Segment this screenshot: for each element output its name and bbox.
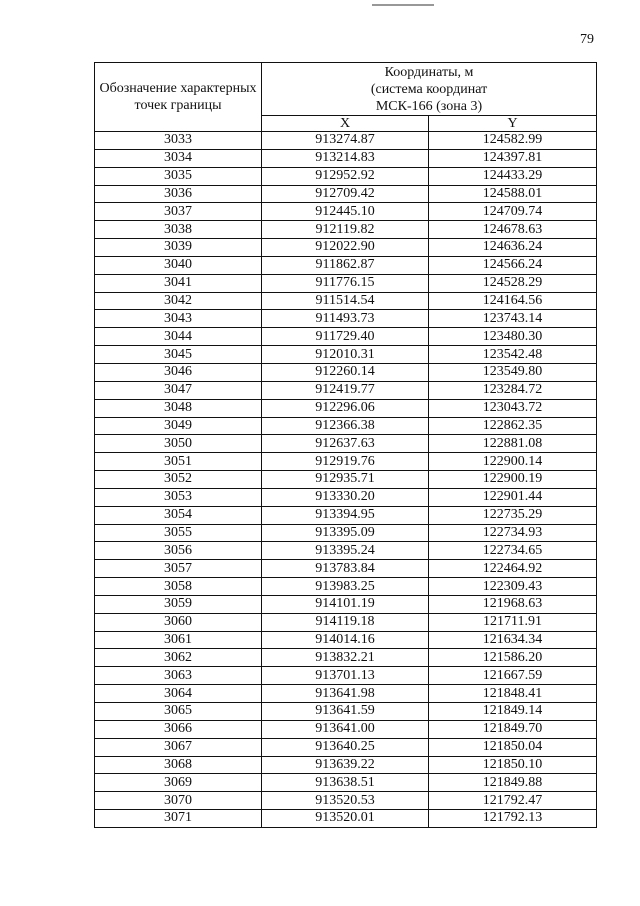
point-id-cell: 3048 xyxy=(95,399,262,417)
table-row xyxy=(95,542,597,560)
point-id-cell: 3052 xyxy=(95,471,262,489)
y-coordinate-cell: 122309.43 xyxy=(429,578,597,596)
point-id-cell: 3037 xyxy=(95,203,262,221)
point-id-cell: 3054 xyxy=(95,506,262,524)
y-coordinate-cell: 122901.44 xyxy=(429,488,597,506)
x-coordinate-cell: 913640.25 xyxy=(262,738,429,756)
point-id-cell: 3070 xyxy=(95,792,262,810)
point-id-cell: 3066 xyxy=(95,720,262,738)
table-row xyxy=(95,613,597,631)
x-coordinate-cell: 914101.19 xyxy=(262,595,429,613)
point-id-cell: 3062 xyxy=(95,649,262,667)
scan-artifact-mark xyxy=(372,0,434,6)
y-coordinate-cell: 124528.29 xyxy=(429,274,597,292)
table-row xyxy=(95,256,597,274)
table-row xyxy=(95,417,597,435)
x-coordinate-cell: 913520.01 xyxy=(262,810,429,828)
y-coordinate-cell: 122734.65 xyxy=(429,542,597,560)
y-coordinate-cell: 123480.30 xyxy=(429,328,597,346)
point-id-cell: 3033 xyxy=(95,132,262,150)
y-coordinate-cell: 121634.34 xyxy=(429,631,597,649)
point-id-cell: 3055 xyxy=(95,524,262,542)
table-row xyxy=(95,578,597,596)
x-coordinate-cell: 911514.54 xyxy=(262,292,429,310)
table-row xyxy=(95,738,597,756)
y-coordinate-cell: 122900.19 xyxy=(429,471,597,489)
table-row xyxy=(95,399,597,417)
y-coordinate-cell: 122862.35 xyxy=(429,417,597,435)
x-column-header: X xyxy=(262,116,429,132)
y-coordinate-cell: 121850.10 xyxy=(429,756,597,774)
page-number: 79 xyxy=(580,32,594,47)
table-row xyxy=(95,703,597,721)
table-row xyxy=(95,453,597,471)
x-coordinate-cell: 913783.84 xyxy=(262,560,429,578)
point-id-cell: 3059 xyxy=(95,595,262,613)
y-coordinate-cell: 121586.20 xyxy=(429,649,597,667)
y-coordinate-cell: 121850.04 xyxy=(429,738,597,756)
x-coordinate-cell: 913832.21 xyxy=(262,649,429,667)
x-coordinate-cell: 913330.20 xyxy=(262,488,429,506)
point-designation-header: Обозначение характерных точек границы xyxy=(95,63,262,132)
x-coordinate-cell: 912637.63 xyxy=(262,435,429,453)
table-row xyxy=(95,435,597,453)
point-id-cell: 3067 xyxy=(95,738,262,756)
table-row xyxy=(95,203,597,221)
coordinates-table xyxy=(94,62,597,828)
table-row xyxy=(95,720,597,738)
point-id-cell: 3043 xyxy=(95,310,262,328)
y-coordinate-cell: 122900.14 xyxy=(429,453,597,471)
x-coordinate-cell: 913520.53 xyxy=(262,792,429,810)
table-row xyxy=(95,363,597,381)
x-coordinate-cell: 911729.40 xyxy=(262,328,429,346)
x-coordinate-cell: 913641.98 xyxy=(262,685,429,703)
x-coordinate-cell: 912419.77 xyxy=(262,381,429,399)
point-id-cell: 3069 xyxy=(95,774,262,792)
table-row xyxy=(95,239,597,257)
table-row xyxy=(95,649,597,667)
coordinates-header-line3: МСК-166 (зона 3) xyxy=(375,98,483,114)
y-coordinate-cell: 124636.24 xyxy=(429,239,597,257)
y-coordinate-cell: 124709.74 xyxy=(429,203,597,221)
point-id-cell: 3064 xyxy=(95,685,262,703)
table-row xyxy=(95,274,597,292)
y-coordinate-cell: 121848.41 xyxy=(429,685,597,703)
table-row xyxy=(95,506,597,524)
table-row xyxy=(95,149,597,167)
x-coordinate-cell: 912260.14 xyxy=(262,363,429,381)
x-coordinate-cell: 913639.22 xyxy=(262,756,429,774)
table-row xyxy=(95,685,597,703)
x-coordinate-cell: 913274.87 xyxy=(262,132,429,150)
y-coordinate-cell: 124582.99 xyxy=(429,132,597,150)
y-coordinate-cell: 122734.93 xyxy=(429,524,597,542)
x-coordinate-cell: 913394.95 xyxy=(262,506,429,524)
point-id-cell: 3047 xyxy=(95,381,262,399)
y-coordinate-cell: 121667.59 xyxy=(429,667,597,685)
table-row xyxy=(95,488,597,506)
point-id-cell: 3039 xyxy=(95,239,262,257)
coordinates-header-line1: Координаты, м xyxy=(384,64,474,80)
y-coordinate-cell: 123284.72 xyxy=(429,381,597,399)
x-coordinate-cell: 911862.87 xyxy=(262,256,429,274)
x-coordinate-cell: 912445.10 xyxy=(262,203,429,221)
coordinates-header-line2: (система координат xyxy=(370,81,488,97)
point-id-cell: 3040 xyxy=(95,256,262,274)
x-coordinate-cell: 912022.90 xyxy=(262,239,429,257)
point-id-cell: 3065 xyxy=(95,703,262,721)
y-coordinate-cell: 123542.48 xyxy=(429,346,597,364)
table-row xyxy=(95,471,597,489)
y-coordinate-cell: 121968.63 xyxy=(429,595,597,613)
x-coordinate-cell: 914119.18 xyxy=(262,613,429,631)
point-id-cell: 3044 xyxy=(95,328,262,346)
coordinates-header xyxy=(262,63,597,116)
x-coordinate-cell: 913983.25 xyxy=(262,578,429,596)
x-coordinate-cell: 913701.13 xyxy=(262,667,429,685)
y-coordinate-cell: 124433.29 xyxy=(429,167,597,185)
y-coordinate-cell: 122881.08 xyxy=(429,435,597,453)
x-coordinate-cell: 912952.92 xyxy=(262,167,429,185)
x-coordinate-cell: 913638.51 xyxy=(262,774,429,792)
x-coordinate-cell: 913641.59 xyxy=(262,703,429,721)
y-column-header: Y xyxy=(429,116,597,132)
table-body xyxy=(95,132,597,828)
x-coordinate-cell: 912709.42 xyxy=(262,185,429,203)
table-row xyxy=(95,792,597,810)
table-row xyxy=(95,774,597,792)
point-id-cell: 3041 xyxy=(95,274,262,292)
y-coordinate-cell: 124566.24 xyxy=(429,256,597,274)
y-coordinate-cell: 121849.88 xyxy=(429,774,597,792)
y-coordinate-cell: 121849.70 xyxy=(429,720,597,738)
x-coordinate-cell: 912296.06 xyxy=(262,399,429,417)
y-coordinate-cell: 121792.47 xyxy=(429,792,597,810)
table-row xyxy=(95,328,597,346)
point-id-cell: 3046 xyxy=(95,363,262,381)
y-coordinate-cell: 124397.81 xyxy=(429,149,597,167)
x-coordinate-cell: 912919.76 xyxy=(262,453,429,471)
table-header xyxy=(95,63,597,132)
y-coordinate-cell: 124164.56 xyxy=(429,292,597,310)
point-id-cell: 3056 xyxy=(95,542,262,560)
point-id-cell: 3038 xyxy=(95,221,262,239)
x-coordinate-cell: 913395.09 xyxy=(262,524,429,542)
point-id-cell: 3051 xyxy=(95,453,262,471)
y-coordinate-cell: 122735.29 xyxy=(429,506,597,524)
table-row xyxy=(95,595,597,613)
table-row xyxy=(95,310,597,328)
point-id-cell: 3068 xyxy=(95,756,262,774)
point-id-cell: 3035 xyxy=(95,167,262,185)
x-coordinate-cell: 912010.31 xyxy=(262,346,429,364)
y-coordinate-cell: 124678.63 xyxy=(429,221,597,239)
table-row xyxy=(95,667,597,685)
point-id-cell: 3034 xyxy=(95,149,262,167)
point-id-cell: 3058 xyxy=(95,578,262,596)
y-coordinate-cell: 123549.80 xyxy=(429,363,597,381)
table-row xyxy=(95,185,597,203)
point-id-cell: 3050 xyxy=(95,435,262,453)
point-id-cell: 3045 xyxy=(95,346,262,364)
y-coordinate-cell: 124588.01 xyxy=(429,185,597,203)
point-id-cell: 3060 xyxy=(95,613,262,631)
x-coordinate-cell: 913641.00 xyxy=(262,720,429,738)
y-coordinate-cell: 122464.92 xyxy=(429,560,597,578)
x-coordinate-cell: 913395.24 xyxy=(262,542,429,560)
y-coordinate-cell: 121711.91 xyxy=(429,613,597,631)
table-row xyxy=(95,292,597,310)
point-id-cell: 3071 xyxy=(95,810,262,828)
table-row xyxy=(95,560,597,578)
x-coordinate-cell: 912935.71 xyxy=(262,471,429,489)
table-row xyxy=(95,631,597,649)
table-row xyxy=(95,221,597,239)
table-row xyxy=(95,381,597,399)
x-coordinate-cell: 911493.73 xyxy=(262,310,429,328)
x-coordinate-cell: 913214.83 xyxy=(262,149,429,167)
x-coordinate-cell: 914014.16 xyxy=(262,631,429,649)
y-coordinate-cell: 123043.72 xyxy=(429,399,597,417)
table-row xyxy=(95,167,597,185)
table-row xyxy=(95,132,597,150)
y-coordinate-cell: 121849.14 xyxy=(429,703,597,721)
point-id-cell: 3053 xyxy=(95,488,262,506)
point-id-cell: 3049 xyxy=(95,417,262,435)
point-id-cell: 3061 xyxy=(95,631,262,649)
y-coordinate-cell: 121792.13 xyxy=(429,810,597,828)
table-row xyxy=(95,810,597,828)
x-coordinate-cell: 912119.82 xyxy=(262,221,429,239)
point-id-cell: 3042 xyxy=(95,292,262,310)
point-id-cell: 3063 xyxy=(95,667,262,685)
table-row xyxy=(95,346,597,364)
point-id-cell: 3036 xyxy=(95,185,262,203)
y-coordinate-cell: 123743.14 xyxy=(429,310,597,328)
table-row xyxy=(95,756,597,774)
x-coordinate-cell: 912366.38 xyxy=(262,417,429,435)
table-row xyxy=(95,524,597,542)
point-id-cell: 3057 xyxy=(95,560,262,578)
x-coordinate-cell: 911776.15 xyxy=(262,274,429,292)
